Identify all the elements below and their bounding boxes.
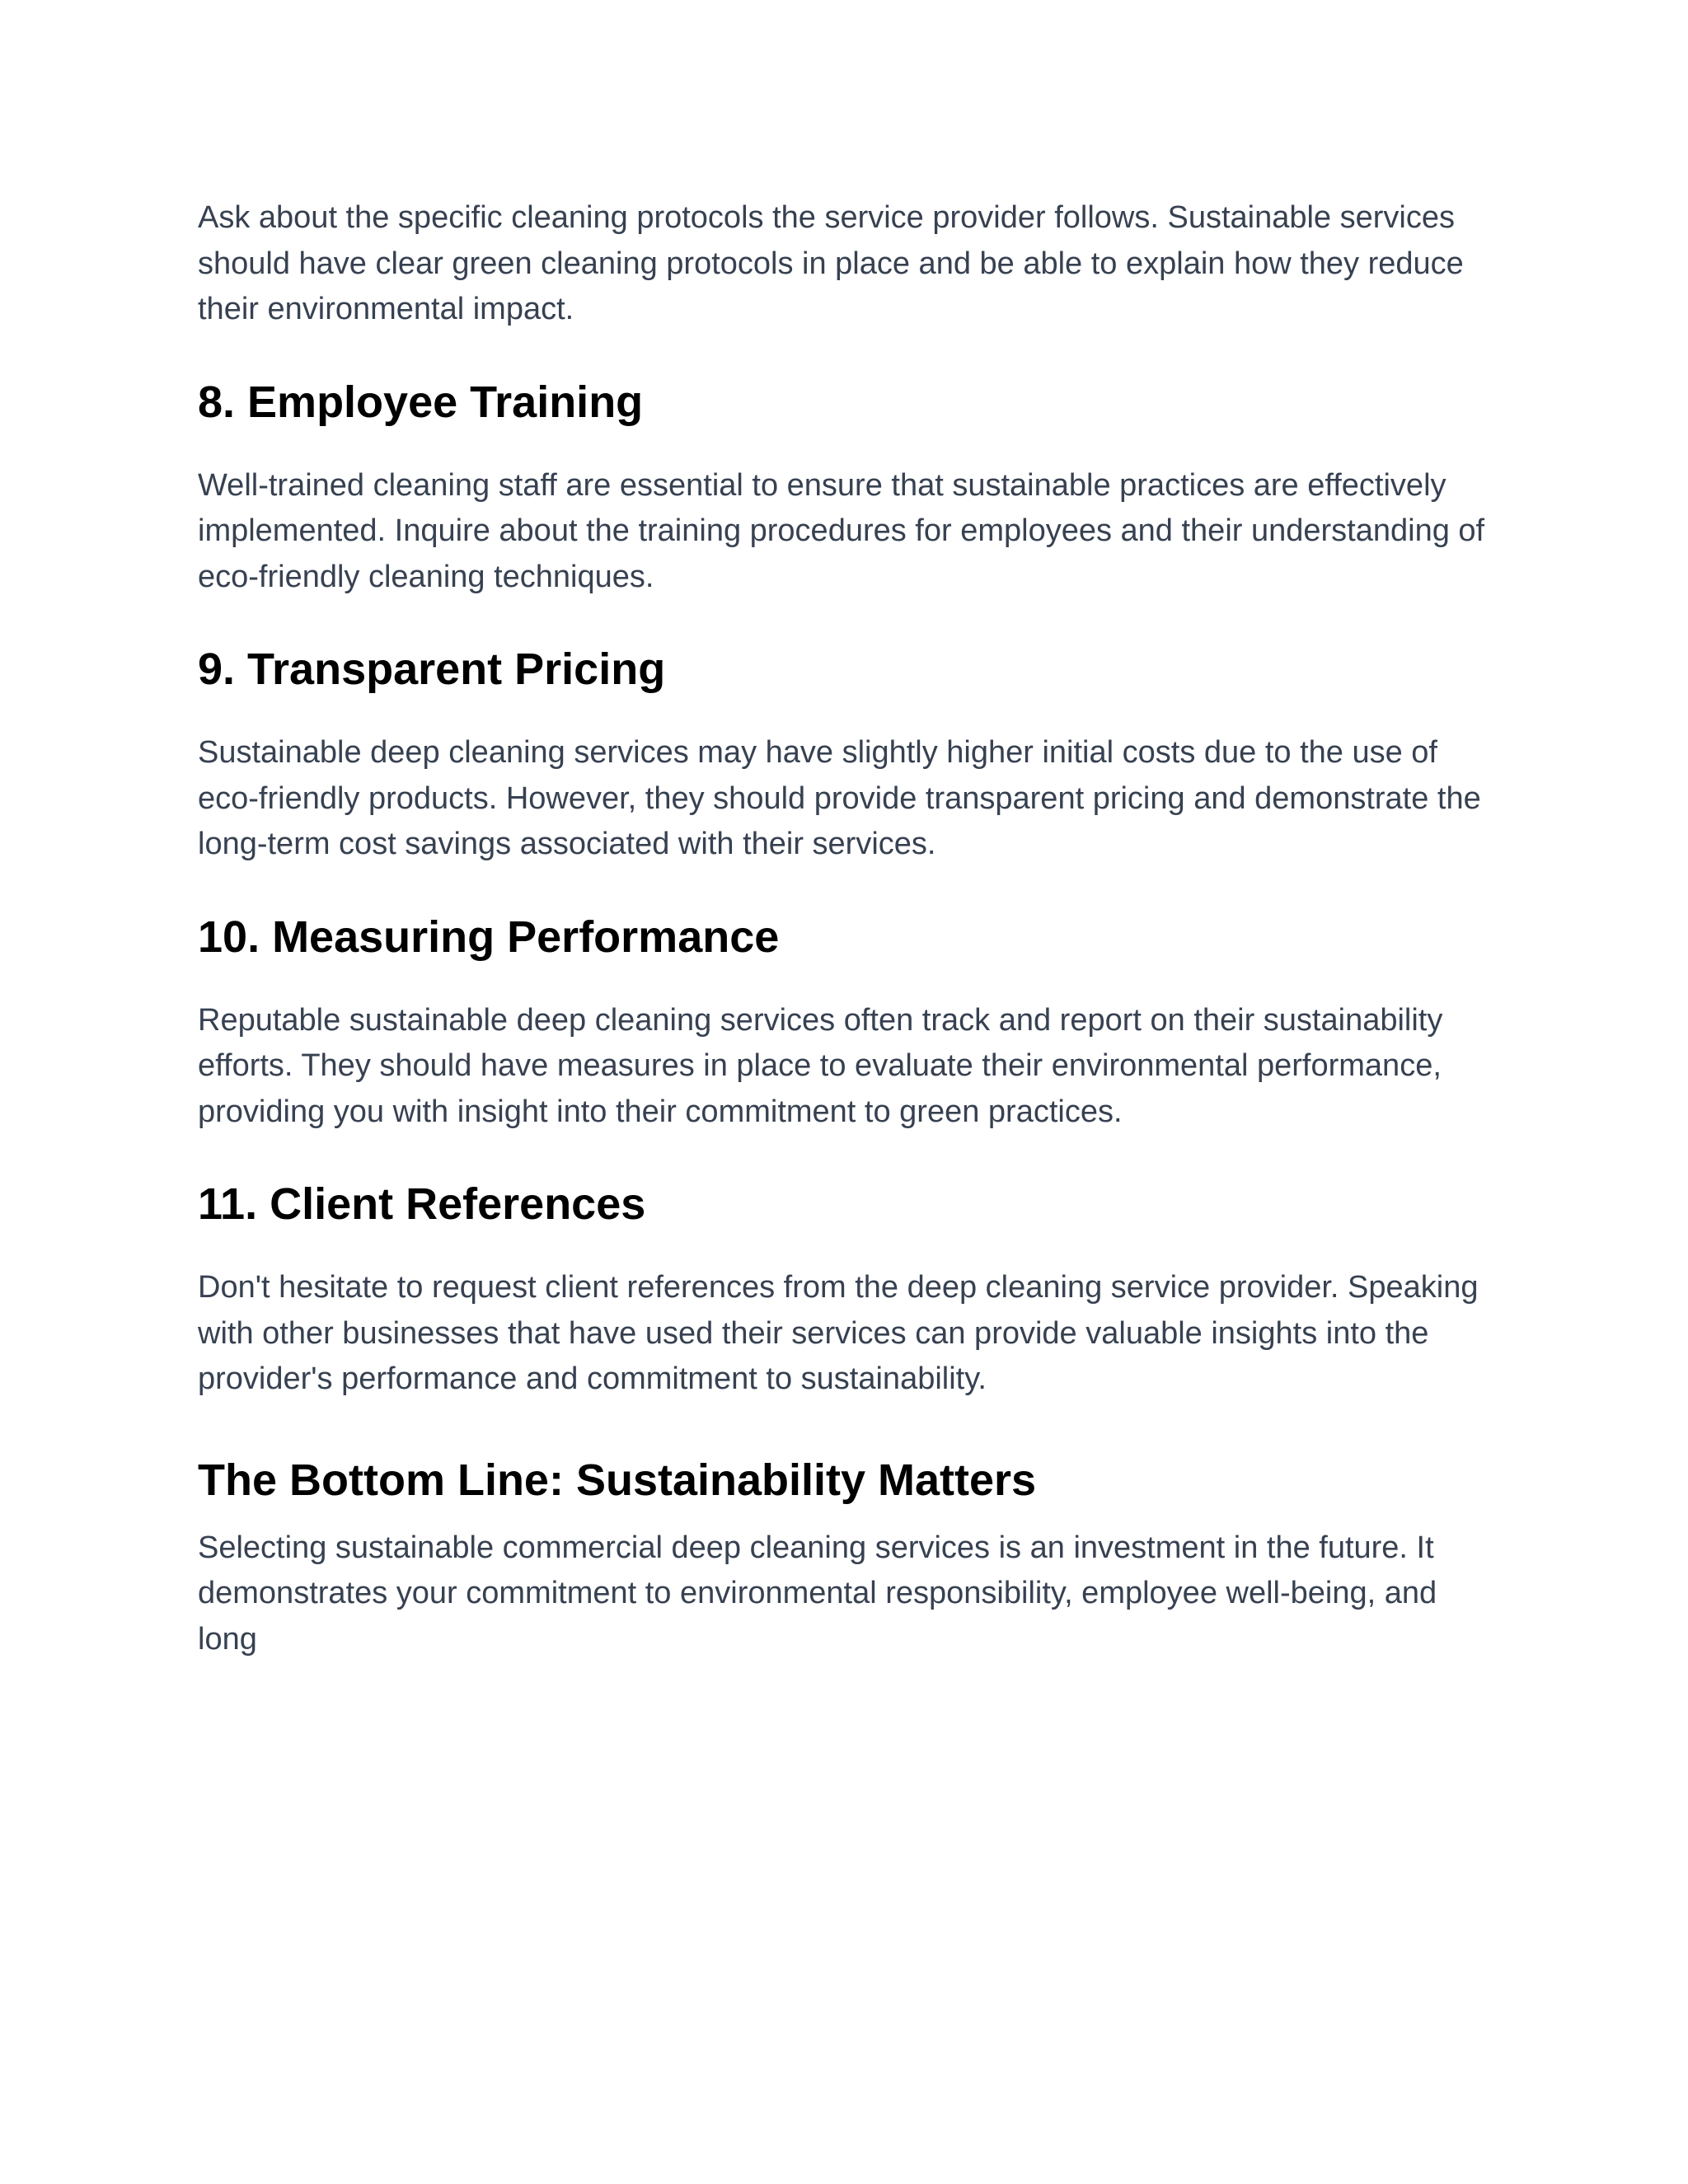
section-heading-employee-training: 8. Employee Training	[198, 377, 644, 427]
section-heading-transparent-pricing: 9. Transparent Pricing	[198, 644, 666, 694]
document-body	[198, 195, 1500, 1662]
section-body-measuring-performance: Reputable sustainable deep cleaning services often track and report on their sustainability efforts. They should have measures in place to evaluate their environmental performance, providing you with insight into their commitment to green practices.	[198, 1002, 1443, 1129]
intro-paragraph: Ask about the specific cleaning protocols the service provider follows. Sustainable services should have clear green cleaning protocols in place and be able to explain how they reduce their environmental impact.	[198, 200, 1464, 326]
section-body-bottom-line: Selecting sustainable commercial deep cleaning services is an investment in the future. It demonstrates your commitment to environmental responsibility, employee well-being, and long	[198, 1530, 1437, 1657]
section-heading-bottom-line: The Bottom Line: Sustainability Matters	[198, 1455, 1037, 1505]
section-heading-client-references: 11. Client References	[198, 1179, 646, 1229]
section-body-employee-training: Well-trained cleaning staff are essential to ensure that sustainable practices are effectively implemented. Inquire about the training procedures for employees and their understanding of eco-friendly cleaning techniques.	[198, 467, 1485, 594]
section-body-transparent-pricing: Sustainable deep cleaning services may have slightly higher initial costs due to the use of eco-friendly products. However, they should provide transparent pricing and demonstrate the long-term cost savings associated with their services.	[198, 735, 1481, 861]
section-body-client-references: Don't hesitate to request client references from the deep cleaning service provider. Speaking with other businesses that have used their services can provide valuable insights into the provider's performance and commitment to sustainability.	[198, 1270, 1479, 1396]
section-heading-measuring-performance: 10. Measuring Performance	[198, 912, 780, 962]
